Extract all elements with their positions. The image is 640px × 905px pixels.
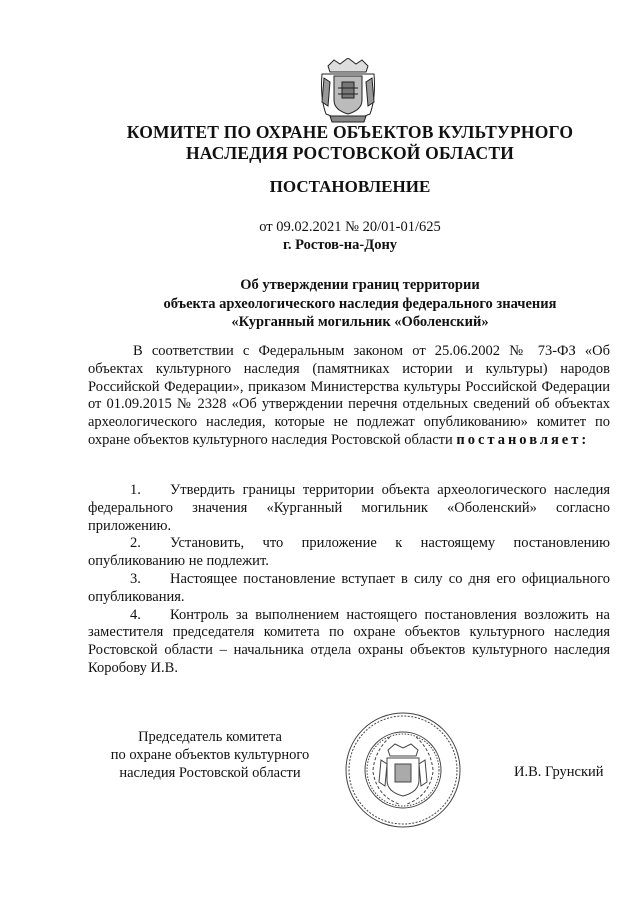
signatory-position [60,728,360,782]
document-date-number: от 09.02.2021 № 20/01-01/625 [259,219,441,235]
position-line2: по охране объектов культурного [110,747,310,763]
resolution-items [88,482,610,678]
item-text: Утвердить границы территории объекта археологического наследия федерального значения «Курганный могильник «Оболенский» согласно приложению. [88,482,610,534]
list-item [88,482,610,535]
item-text: Контроль за выполнением настоящего постановления возложить на заместителя председателя комитета по охране объектов культурного наследия Ростовской области – начальника отдела охраны объектов культурного наследия Коробову И.В. [88,606,610,676]
document-type: ПОСТАНОВЛЕНИЕ [269,177,431,196]
official-seal-icon [343,710,463,830]
subject-line3: «Курганный могильник «Оболенский» [231,314,489,330]
item-number: 4. [130,606,141,623]
preamble-paragraph [88,343,610,450]
resolves-word: постановляет: [456,431,590,448]
item-number: 3. [130,570,141,587]
document-subject [70,276,640,332]
item-number: 2. [130,535,141,552]
committee-name-line1: КОМИТЕТ ПО ОХРАНЕ ОБЪЕКТОВ КУЛЬТУРНОГО [126,122,574,142]
item-text: Установить, что приложение к настоящему постановлению опубликованию не подлежит. [88,535,610,570]
list-item [88,535,610,571]
list-item [88,607,610,678]
subject-line1: Об утверждении границ территории [240,277,480,293]
subject-line2: объекта археологического наследия федерального значения [163,295,557,312]
position-line3: наследия Ростовской области [119,765,301,781]
coat-of-arms-icon [316,58,380,124]
document-city: г. Ростов-на-Дону [282,237,398,253]
item-number: 1. [130,482,141,498]
signatory-name: И.В. Грунский [514,764,604,780]
committee-name-line2: НАСЛЕДИЯ РОСТОВСКОЙ ОБЛАСТИ [185,143,515,163]
preamble-text: В соответствии с Федеральным законом от 25.06.2002 № 73-ФЗ «Об объектах культурного наследия (памятниках истории и культуры) народов Российской Федерации», приказом Министерства культуры Российской Федерации от 01.09.2015 № 2328 «Об утверждении перечня отдельных сведений об объектах археологического наследия, которые не подлежат опубликованию» комитет по охране объектов культурного наследия Ростовской области [88,343,610,448]
position-line1: Председатель комитета [138,729,282,745]
list-item [88,571,610,607]
item-text: Настоящее постановление вступает в силу со дня его официального опубликования. [88,570,610,605]
